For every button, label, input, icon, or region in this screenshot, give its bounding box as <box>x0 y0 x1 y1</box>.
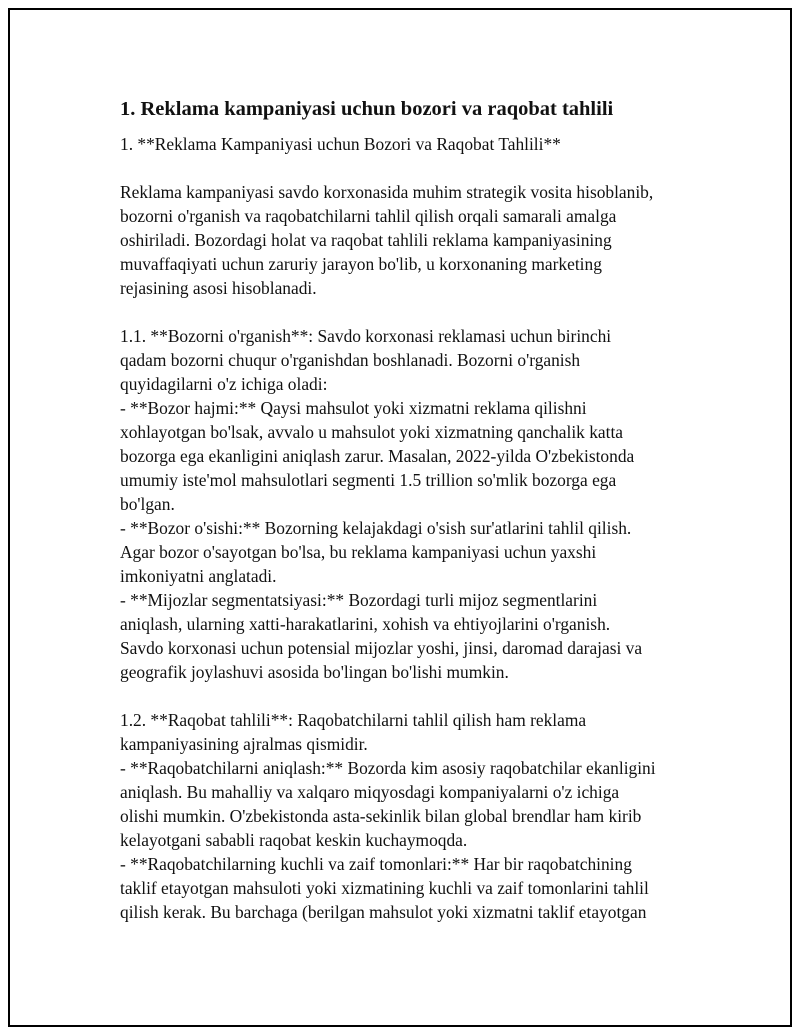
text-line: 1. **Reklama Kampaniyasi uchun Bozori va Raqobat Tahlili** <box>120 134 561 154</box>
text-line: Savdo korxonasi uchun potensial mijozlar yoshi, jinsi, daromad darajasi va <box>120 638 643 658</box>
text-line: - **Bozor hajmi:** Qaysi mahsulot yoki xizmatni reklama qilishni <box>120 398 587 418</box>
document-page <box>8 8 792 1027</box>
document-body <box>120 132 690 924</box>
blank-line <box>120 300 690 324</box>
text-line: umumiy iste'mol mahsulotlari segmenti 1.5 trillion so'mlik bozorga ega <box>120 470 617 490</box>
text-line: aniqlash, ularning xatti-harakatlarini, xohish va ehtiyojlarini o'rganish. <box>120 614 611 634</box>
text-line: - **Mijozlar segmentatsiyasi:** Bozordagi turli mijoz segmentlarini <box>120 590 598 610</box>
text-line: geografik joylashuvi asosida bo'lingan bo'lishi mumkin. <box>120 662 509 682</box>
text-line: imkoniyatni anglatadi. <box>120 566 277 586</box>
text-line: xohlayotgan bo'lsak, avvalo u mahsulot yoki xizmatning qanchalik katta <box>120 422 624 442</box>
text-line: - **Raqobatchilarning kuchli va zaif tomonlari:** Har bir raqobatchining <box>120 854 632 874</box>
text-line: 1.2. **Raqobat tahlili**: Raqobatchilarni tahlil qilish ham reklama <box>120 710 587 730</box>
text-line: quyidagilarni o'z ichiga oladi: <box>120 374 328 394</box>
document-title: 1. Reklama kampaniyasi uchun bozori va raqobat tahlili <box>120 98 614 120</box>
text-line: - **Raqobatchilarni aniqlash:** Bozorda kim asosiy raqobatchilar ekanligini <box>120 758 656 778</box>
text-line: qilish kerak. Bu barchaga (berilgan mahsulot yoki xizmatni taklif etayotgan <box>120 902 647 922</box>
text-line: aniqlash. Bu mahalliy va xalqaro miqyosdagi kompaniyalarni o'z ichiga <box>120 782 620 802</box>
text-line: kelayotgani sababli raqobat keskin kuchaymoqda. <box>120 830 468 850</box>
text-line: rejasining asosi hisoblanadi. <box>120 278 317 298</box>
document-content <box>120 96 690 924</box>
text-line: olishi mumkin. O'zbekistonda asta-sekinlik bilan global brendlar ham kirib <box>120 806 642 826</box>
text-line: - **Bozor o'sishi:** Bozorning kelajakdagi o'sish sur'atlarini tahlil qilish. <box>120 518 632 538</box>
text-line: bo'lgan. <box>120 494 175 514</box>
blank-line <box>120 156 690 180</box>
text-line: bozorga ega ekanligini aniqlash zarur. Masalan, 2022-yilda O'zbekistonda <box>120 446 635 466</box>
text-line: taklif etayotgan mahsuloti yoki xizmatining kuchli va zaif tomonlarini tahlil <box>120 878 649 898</box>
text-line: kampaniyasining ajralmas qismidir. <box>120 734 368 754</box>
text-line: oshiriladi. Bozordagi holat va raqobat tahlili reklama kampaniyasining <box>120 230 612 250</box>
text-line: Agar bozor o'sayotgan bo'lsa, bu reklama kampaniyasi uchun yaxshi <box>120 542 597 562</box>
blank-line <box>120 684 690 708</box>
text-line: 1.1. **Bozorni o'rganish**: Savdo korxonasi reklamasi uchun birinchi <box>120 326 612 346</box>
text-line: muvaffaqiyati uchun zaruriy jarayon bo'lib, u korxonaning marketing <box>120 254 602 274</box>
text-line: bozorni o'rganish va raqobatchilarni tahlil qilish orqali samarali amalga <box>120 206 617 226</box>
text-line: qadam bozorni chuqur o'rganishdan boshlanadi. Bozorni o'rganish <box>120 350 581 370</box>
text-line: Reklama kampaniyasi savdo korxonasida muhim strategik vosita hisoblanib, <box>120 182 654 202</box>
